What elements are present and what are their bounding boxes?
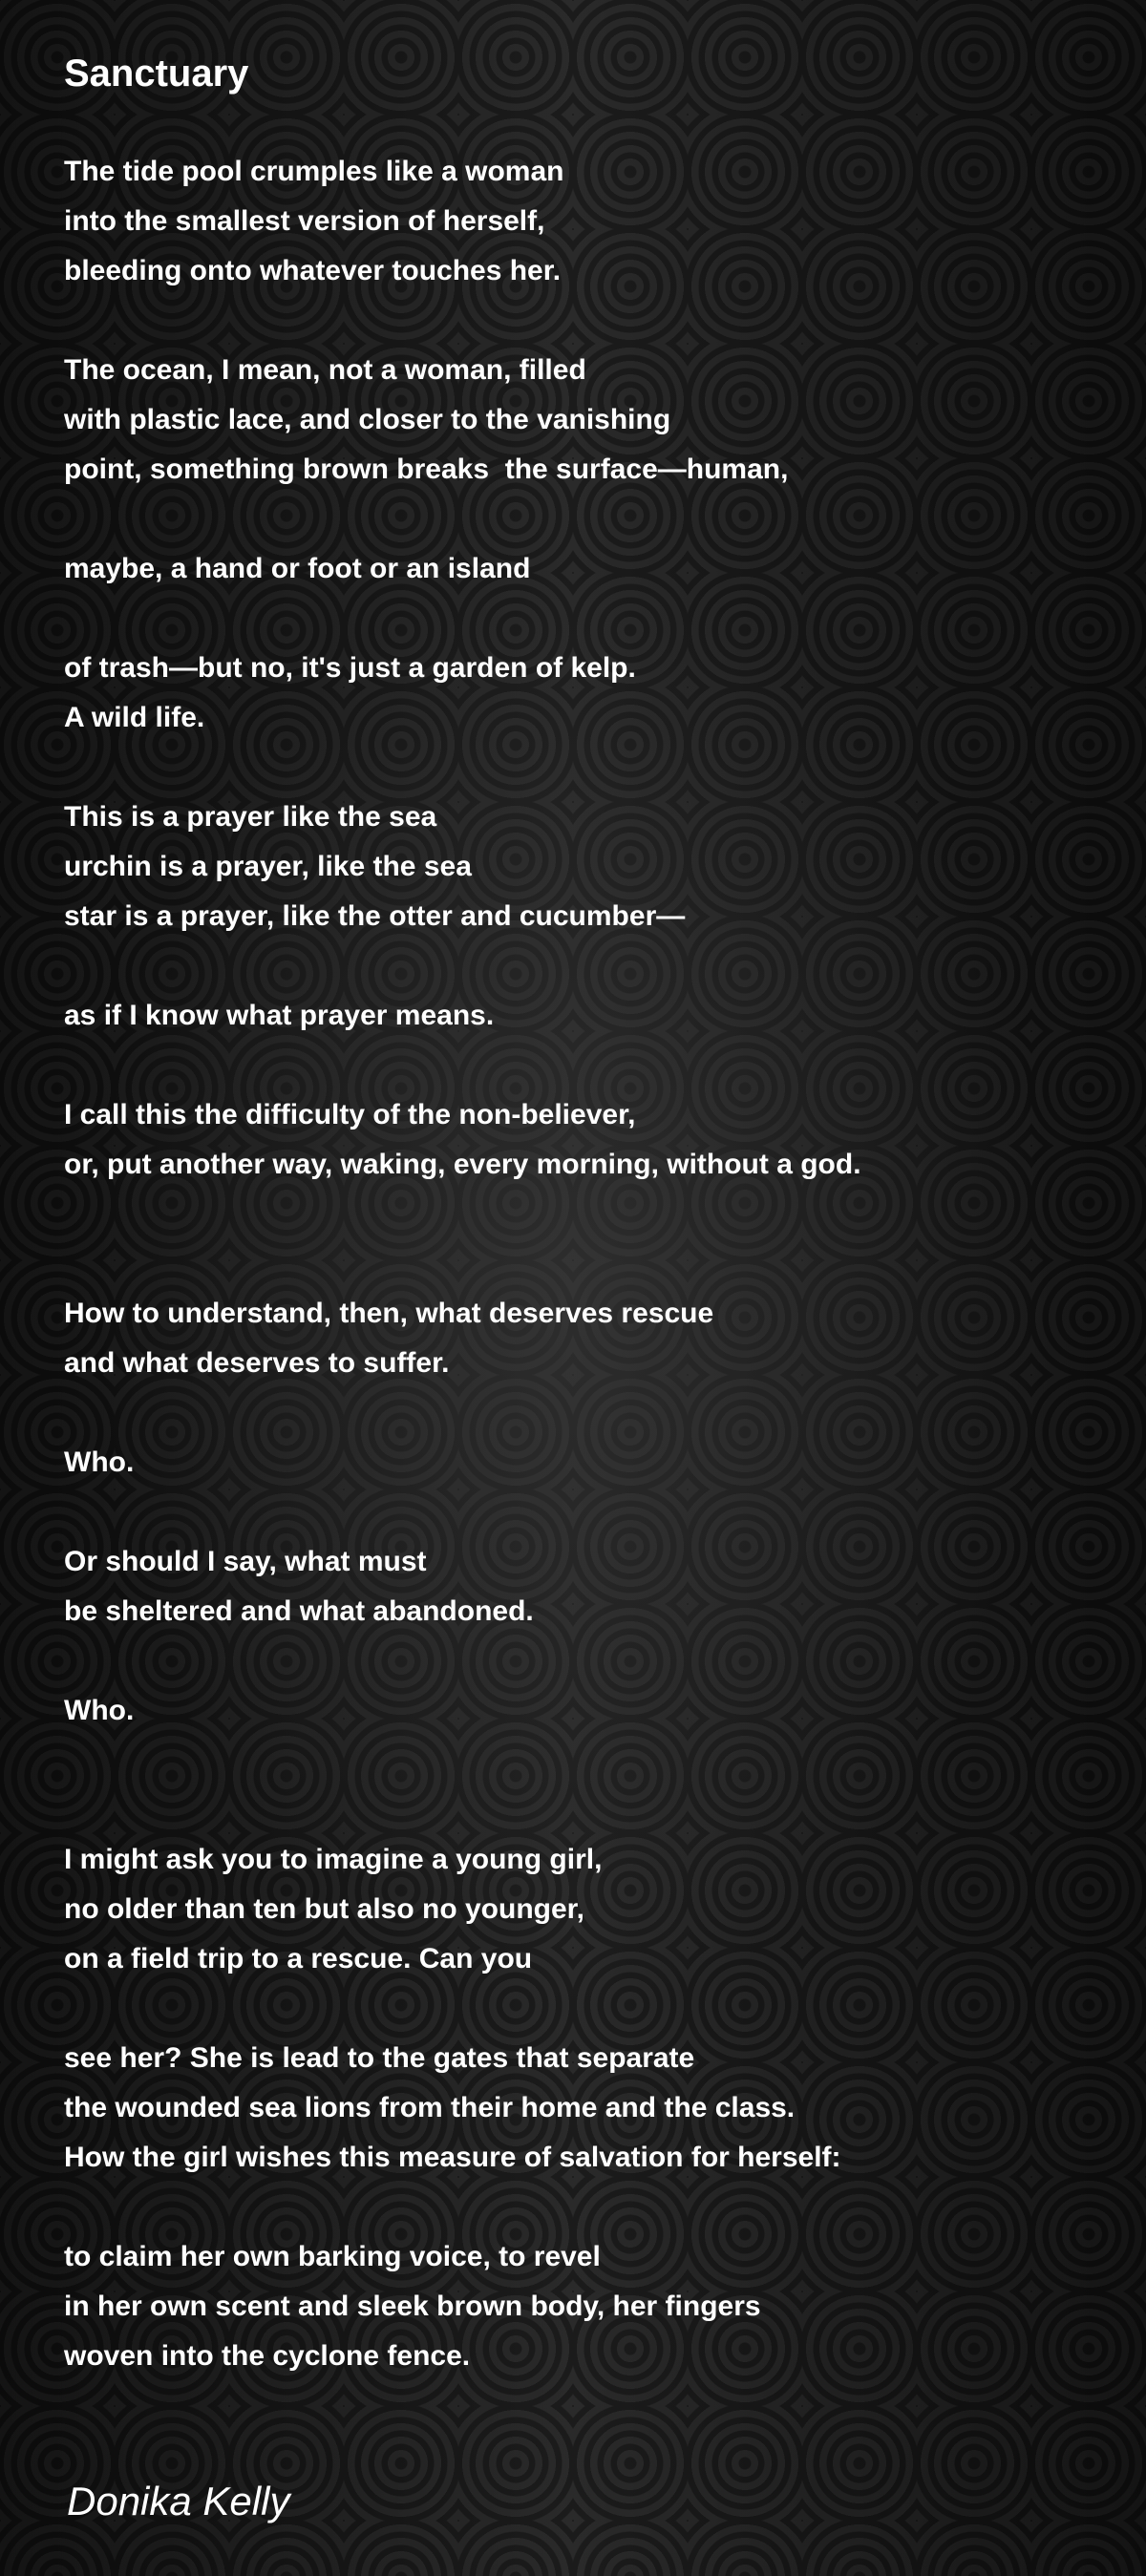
poem-line: urchin is a prayer, like the sea (64, 851, 472, 882)
poem-line: and what deserves to suffer. (64, 1347, 450, 1379)
stanza-break (64, 743, 1095, 792)
poem-line: A wild life. (64, 702, 205, 733)
stanza-break (64, 1488, 1095, 1537)
poem-line: to claim her own barking voice, to revel (64, 2241, 601, 2272)
poem-line: I might ask you to imagine a young girl, (64, 1844, 603, 1875)
poem-line: Who. (64, 1446, 135, 1478)
poem-line: see her? She is lead to the gates that separate (64, 2042, 695, 2074)
poem-line: or, put another way, waking, every morning, without a god. (64, 1149, 861, 1180)
stanza-break (64, 1190, 1095, 1239)
poem-line: in her own scent and sleek brown body, her fingers (64, 2291, 761, 2322)
poem-line: as if I know what prayer means. (64, 1000, 495, 1031)
poem-line: The tide pool crumples like a woman (64, 156, 564, 187)
poem-line: bleeding onto whatever touches her. (64, 255, 562, 286)
poem-line: The ocean, I mean, not a woman, filled (64, 354, 586, 386)
poem-line: the wounded sea lions from their home and the class. (64, 2092, 796, 2123)
stanza-break (64, 1984, 1095, 2034)
poem-line: star is a prayer, like the otter and cucumber— (64, 900, 686, 932)
poem-title: Sanctuary (64, 53, 249, 95)
poem-line: Who. (64, 1695, 135, 1726)
stanza-break (64, 1239, 1095, 1289)
poem-line: point, something brown breaks the surface—human, (64, 454, 789, 485)
stanza-break (64, 1636, 1095, 1686)
poem-line: Or should I say, what must (64, 1546, 427, 1577)
stanza-break (64, 495, 1095, 544)
poem-body (64, 147, 1095, 2381)
stanza-break (64, 296, 1095, 346)
poem-line: on a field trip to a rescue. Can you (64, 1943, 533, 1974)
poem-line: with plastic lace, and closer to the vanishing (64, 404, 671, 435)
poem-line: I call this the difficulty of the non-believer, (64, 1099, 636, 1130)
stanza-break (64, 594, 1095, 644)
poem-line: How the girl wishes this measure of salvation for herself: (64, 2142, 841, 2173)
stanza-break (64, 1736, 1095, 1785)
stanza-break (64, 1785, 1095, 1835)
poem-author: Donika Kelly (67, 2479, 290, 2523)
poem-line: no older than ten but also no younger, (64, 1893, 585, 1925)
poem-line: of trash—but no, it's just a garden of kelp. (64, 652, 636, 684)
stanza-break (64, 941, 1095, 991)
poem-line: woven into the cyclone fence. (64, 2340, 471, 2372)
stanza-break (64, 1041, 1095, 1090)
poem-line: This is a prayer like the sea (64, 801, 437, 833)
stanza-break (64, 1388, 1095, 1438)
poem-line: maybe, a hand or foot or an island (64, 553, 531, 584)
stanza-break (64, 2183, 1095, 2232)
poem-line: be sheltered and what abandoned. (64, 1595, 534, 1627)
poem-line: into the smallest version of herself, (64, 205, 545, 237)
poem-line: How to understand, then, what deserves rescue (64, 1298, 714, 1329)
